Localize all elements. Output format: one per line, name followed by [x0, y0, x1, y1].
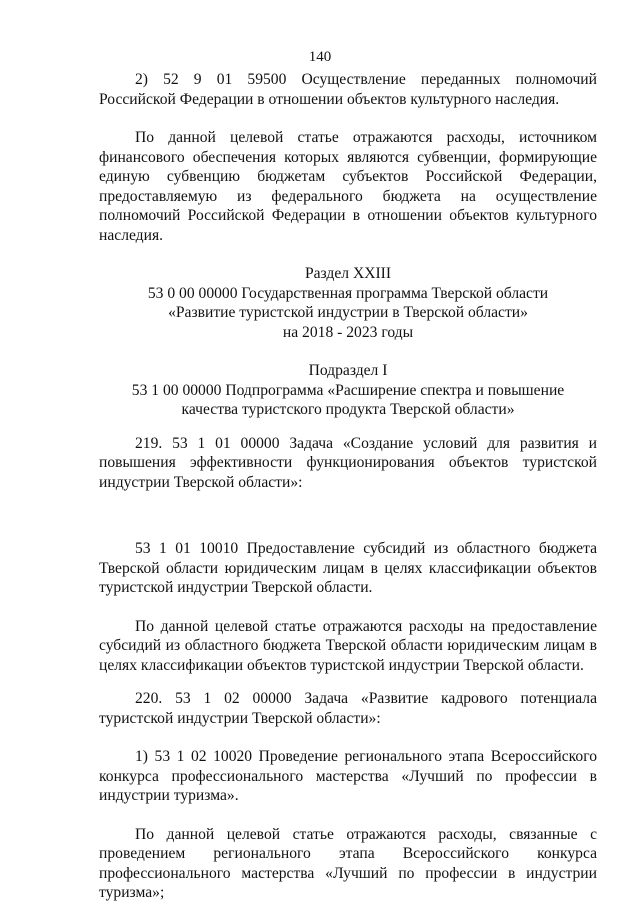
article-52-9-01-59500-description: По данной целевой статье отражаются расходы, источником финансового обеспечения которых являются субвенции, формирующие единую субвенцию бюджетам субъектов Российской Федерации, предоставляемую из федерального бюджета на осуществление полномочий Российской Федерации в отношении объектов культурного наследия.	[99, 129, 597, 244]
article-53-1-01-10010-description: По данной целевой статье отражаются расходы на предоставление субсидий из областного бюджета Тверской области юридическим лицам в целях классификации объектов туристской индустрии Тверской области.	[99, 617, 597, 674]
article-53-1-02-10020: 1) 53 1 02 10020 Проведение регионального этапа Всероссийского конкурса профессионального мастерства «Лучший по профессии в индустрии туризма».	[99, 748, 597, 804]
subsection-number: Подраздел I	[308, 362, 388, 379]
section-program-code: 53 0 00 00000 Государственная программа Тверской области	[147, 284, 549, 302]
document-body	[99, 70, 597, 903]
article-52-9-01-59500: 2) 52 9 01 59500 Осуществление переданных полномочий Российской Федерации в отношении объектов культурного наследия.	[99, 71, 597, 108]
task-219: 219. 53 1 01 00000 Задача «Создание условий для развития и повышения эффективности функционирования объектов туристской индустрии Тверской области»:	[99, 434, 597, 491]
task-220: 220. 53 1 02 00000 Задача «Развитие кадрового потенциала туристской индустрии Тверской области»:	[99, 690, 597, 727]
subsection-subprogram-code: 53 1 00 00000 Подпрограмма «Расширение спектра и повышение	[131, 381, 565, 399]
page-number: 140	[308, 49, 332, 65]
article-53-1-02-10020-description: По данной целевой статье отражаются расходы, связанные с проведением регионального этапа Всероссийского конкурса профессионального мастерства «Лучший по профессии в индустрии туризма»;	[99, 825, 597, 901]
section-heading	[99, 264, 597, 342]
section-program-title: «Развитие туристской индустрии в Тверской области»	[168, 304, 528, 321]
subsection-subprogram-title: качества туристского продукта Тверской области»	[181, 401, 515, 418]
section-number: Раздел XXIII	[304, 265, 392, 282]
article-53-1-01-10010: 53 1 01 10010 Предоставление субсидий из областного бюджета Тверской области юридическим лицам в целях классификации объектов туристской индустрии Тверской области.	[99, 540, 597, 596]
section-program-years: на 2018 - 2023 годы	[282, 323, 414, 341]
subsection-heading	[99, 361, 597, 420]
